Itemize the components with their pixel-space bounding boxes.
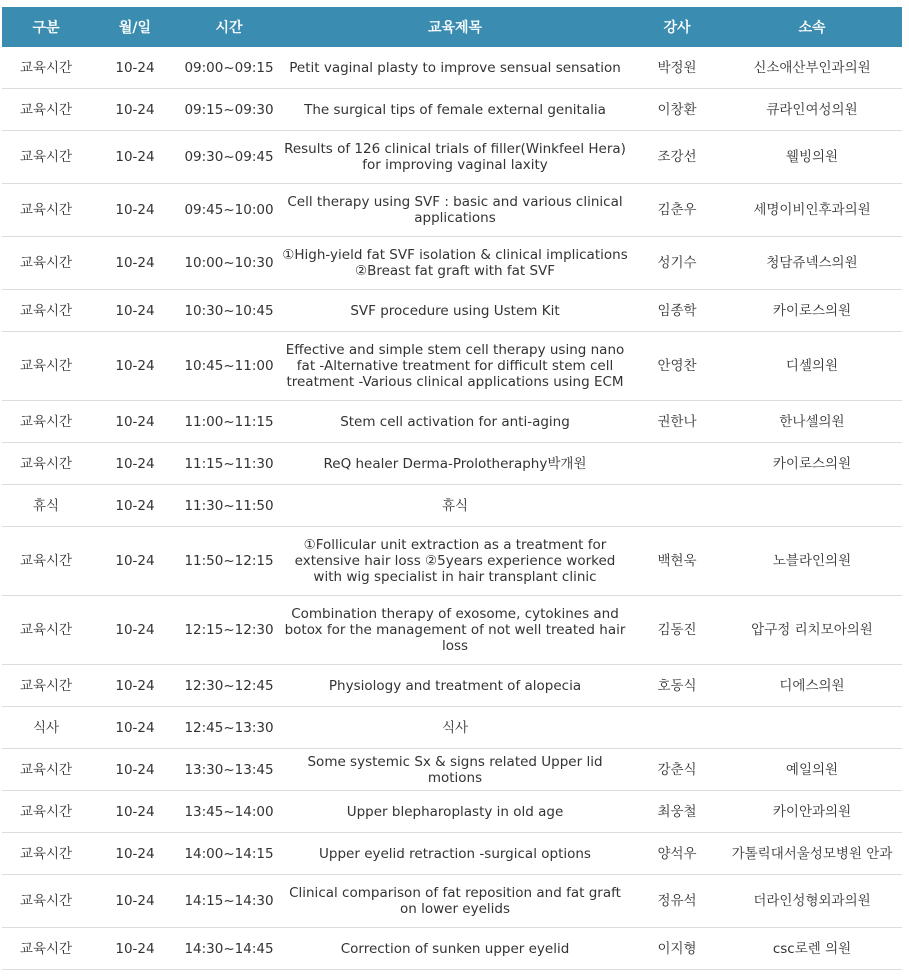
cell-affiliation: 예일의원 xyxy=(722,749,902,791)
cell-time: 14:00~14:15 xyxy=(180,833,278,875)
cell-affiliation: 압구정 리치모아의원 xyxy=(722,596,902,665)
cell-date: 10-24 xyxy=(90,89,180,131)
cell-title: Cell therapy using SVF : basic and various clinical applications xyxy=(278,184,632,237)
cell-lecturer xyxy=(632,485,722,527)
cell-lecturer: 호동식 xyxy=(632,665,722,707)
table-body xyxy=(2,47,902,970)
cell-category: 교육시간 xyxy=(2,527,90,596)
cell-lecturer: 이지형 xyxy=(632,928,722,970)
cell-title: 휴식 xyxy=(278,485,632,527)
cell-date: 10-24 xyxy=(90,131,180,184)
cell-affiliation xyxy=(722,485,902,527)
cell-date: 10-24 xyxy=(90,707,180,749)
cell-category: 교육시간 xyxy=(2,928,90,970)
header-category: 구분 xyxy=(2,7,90,47)
cell-date: 10-24 xyxy=(90,485,180,527)
cell-title: ①High-yield fat SVF isolation & clinical implications ②Breast fat graft with fat SVF xyxy=(278,237,632,290)
cell-lecturer: 박정원 xyxy=(632,47,722,89)
cell-category: 교육시간 xyxy=(2,47,90,89)
cell-time: 12:30~12:45 xyxy=(180,665,278,707)
table-row xyxy=(2,184,902,237)
cell-time: 14:15~14:30 xyxy=(180,875,278,928)
cell-title: Petit vaginal plasty to improve sensual sensation xyxy=(278,47,632,89)
cell-affiliation: 노블라인의원 xyxy=(722,527,902,596)
cell-title: ①Follicular unit extraction as a treatment for extensive hair loss ②5years experience worked with wig specialist in hair transplant clinic xyxy=(278,527,632,596)
cell-affiliation: 더라인성형외과의원 xyxy=(722,875,902,928)
cell-title: Some systemic Sx & signs related Upper lid motions xyxy=(278,749,632,791)
cell-date: 10-24 xyxy=(90,596,180,665)
cell-category: 휴식 xyxy=(2,485,90,527)
cell-lecturer: 양석우 xyxy=(632,833,722,875)
cell-time: 10:00~10:30 xyxy=(180,237,278,290)
cell-time: 13:30~13:45 xyxy=(180,749,278,791)
cell-time: 14:30~14:45 xyxy=(180,928,278,970)
cell-category: 교육시간 xyxy=(2,89,90,131)
cell-title: ReQ healer Derma-Prolotheraphy박개원 xyxy=(278,443,632,485)
header-affiliation: 소속 xyxy=(722,7,902,47)
cell-category: 교육시간 xyxy=(2,875,90,928)
cell-time: 09:45~10:00 xyxy=(180,184,278,237)
cell-date: 10-24 xyxy=(90,527,180,596)
cell-title: Upper eyelid retraction -surgical options xyxy=(278,833,632,875)
table-row xyxy=(2,875,902,928)
cell-title: Physiology and treatment of alopecia xyxy=(278,665,632,707)
cell-category: 교육시간 xyxy=(2,237,90,290)
cell-lecturer: 정유석 xyxy=(632,875,722,928)
table-row xyxy=(2,89,902,131)
cell-title: Stem cell activation for anti-aging xyxy=(278,401,632,443)
cell-date: 10-24 xyxy=(90,665,180,707)
cell-time: 09:30~09:45 xyxy=(180,131,278,184)
table-row xyxy=(2,928,902,970)
table-row xyxy=(2,131,902,184)
cell-title: Combination therapy of exosome, cytokines and botox for the management of not well treated hair loss xyxy=(278,596,632,665)
cell-title: The surgical tips of female external genitalia xyxy=(278,89,632,131)
cell-category: 교육시간 xyxy=(2,833,90,875)
table-row xyxy=(2,237,902,290)
cell-lecturer: 이창환 xyxy=(632,89,722,131)
cell-affiliation: 가톨릭대서울성모병원 안과 xyxy=(722,833,902,875)
cell-date: 10-24 xyxy=(90,401,180,443)
cell-category: 식사 xyxy=(2,707,90,749)
cell-affiliation: 디셀의원 xyxy=(722,332,902,401)
cell-affiliation: 한나셀의원 xyxy=(722,401,902,443)
cell-date: 10-24 xyxy=(90,928,180,970)
cell-date: 10-24 xyxy=(90,749,180,791)
cell-category: 교육시간 xyxy=(2,131,90,184)
cell-time: 09:00~09:15 xyxy=(180,47,278,89)
cell-title: Upper blepharoplasty in old age xyxy=(278,791,632,833)
cell-affiliation: 세명이비인후과의원 xyxy=(722,184,902,237)
cell-affiliation: 카이안과의원 xyxy=(722,791,902,833)
cell-affiliation: 큐라인여성의원 xyxy=(722,89,902,131)
cell-title: SVF procedure using Ustem Kit xyxy=(278,290,632,332)
table-row xyxy=(2,749,902,791)
header-date: 월/일 xyxy=(90,7,180,47)
cell-affiliation: csc로렌 의원 xyxy=(722,928,902,970)
table-row xyxy=(2,665,902,707)
cell-title: Results of 126 clinical trials of filler(Winkfeel Hera) for improving vaginal laxity xyxy=(278,131,632,184)
cell-time: 11:00~11:15 xyxy=(180,401,278,443)
cell-category: 교육시간 xyxy=(2,401,90,443)
cell-time: 12:45~13:30 xyxy=(180,707,278,749)
cell-category: 교육시간 xyxy=(2,665,90,707)
cell-category: 교육시간 xyxy=(2,596,90,665)
cell-date: 10-24 xyxy=(90,443,180,485)
table-row xyxy=(2,332,902,401)
cell-title: Effective and simple stem cell therapy using nano fat -Alternative treatment for difficult stem cell treatment -Various clinical applications using ECM xyxy=(278,332,632,401)
cell-date: 10-24 xyxy=(90,47,180,89)
table-header xyxy=(2,7,902,47)
cell-lecturer xyxy=(632,443,722,485)
cell-category: 교육시간 xyxy=(2,290,90,332)
cell-category: 교육시간 xyxy=(2,332,90,401)
cell-affiliation: 청담쥬넥스의원 xyxy=(722,237,902,290)
cell-category: 교육시간 xyxy=(2,184,90,237)
cell-date: 10-24 xyxy=(90,332,180,401)
cell-date: 10-24 xyxy=(90,237,180,290)
cell-date: 10-24 xyxy=(90,184,180,237)
cell-lecturer xyxy=(632,707,722,749)
cell-lecturer: 성기수 xyxy=(632,237,722,290)
table-row xyxy=(2,791,902,833)
cell-lecturer: 최웅철 xyxy=(632,791,722,833)
cell-title: 식사 xyxy=(278,707,632,749)
table-row xyxy=(2,833,902,875)
cell-time: 10:45~11:00 xyxy=(180,332,278,401)
cell-time: 10:30~10:45 xyxy=(180,290,278,332)
cell-title: Clinical comparison of fat reposition and fat graft on lower eyelids xyxy=(278,875,632,928)
lecture-schedule-table xyxy=(2,7,902,970)
schedule-table-wrapper xyxy=(2,7,902,970)
cell-lecturer: 임종학 xyxy=(632,290,722,332)
table-row xyxy=(2,485,902,527)
cell-affiliation: 카이로스의원 xyxy=(722,290,902,332)
cell-affiliation xyxy=(722,707,902,749)
cell-date: 10-24 xyxy=(90,875,180,928)
cell-time: 12:15~12:30 xyxy=(180,596,278,665)
cell-date: 10-24 xyxy=(90,791,180,833)
cell-time: 09:15~09:30 xyxy=(180,89,278,131)
cell-affiliation: 디에스의원 xyxy=(722,665,902,707)
cell-lecturer: 안영찬 xyxy=(632,332,722,401)
table-row xyxy=(2,527,902,596)
header-lecturer: 강사 xyxy=(632,7,722,47)
table-row xyxy=(2,401,902,443)
cell-category: 교육시간 xyxy=(2,443,90,485)
cell-affiliation: 신소애산부인과의원 xyxy=(722,47,902,89)
cell-time: 13:45~14:00 xyxy=(180,791,278,833)
table-row xyxy=(2,596,902,665)
table-row xyxy=(2,707,902,749)
cell-lecturer: 김춘우 xyxy=(632,184,722,237)
cell-lecturer: 조강선 xyxy=(632,131,722,184)
cell-time: 11:50~12:15 xyxy=(180,527,278,596)
cell-lecturer: 김동진 xyxy=(632,596,722,665)
cell-lecturer: 권한나 xyxy=(632,401,722,443)
table-row xyxy=(2,47,902,89)
cell-date: 10-24 xyxy=(90,290,180,332)
cell-category: 교육시간 xyxy=(2,749,90,791)
cell-category: 교육시간 xyxy=(2,791,90,833)
cell-title: Correction of sunken upper eyelid xyxy=(278,928,632,970)
cell-lecturer: 백현욱 xyxy=(632,527,722,596)
header-title: 교육제목 xyxy=(278,7,632,47)
cell-lecturer: 강춘식 xyxy=(632,749,722,791)
header-row xyxy=(2,7,902,47)
header-time: 시간 xyxy=(180,7,278,47)
cell-affiliation: 카이로스의원 xyxy=(722,443,902,485)
table-row xyxy=(2,443,902,485)
table-row xyxy=(2,290,902,332)
cell-date: 10-24 xyxy=(90,833,180,875)
cell-affiliation: 웰빙의원 xyxy=(722,131,902,184)
cell-time: 11:15~11:30 xyxy=(180,443,278,485)
cell-time: 11:30~11:50 xyxy=(180,485,278,527)
